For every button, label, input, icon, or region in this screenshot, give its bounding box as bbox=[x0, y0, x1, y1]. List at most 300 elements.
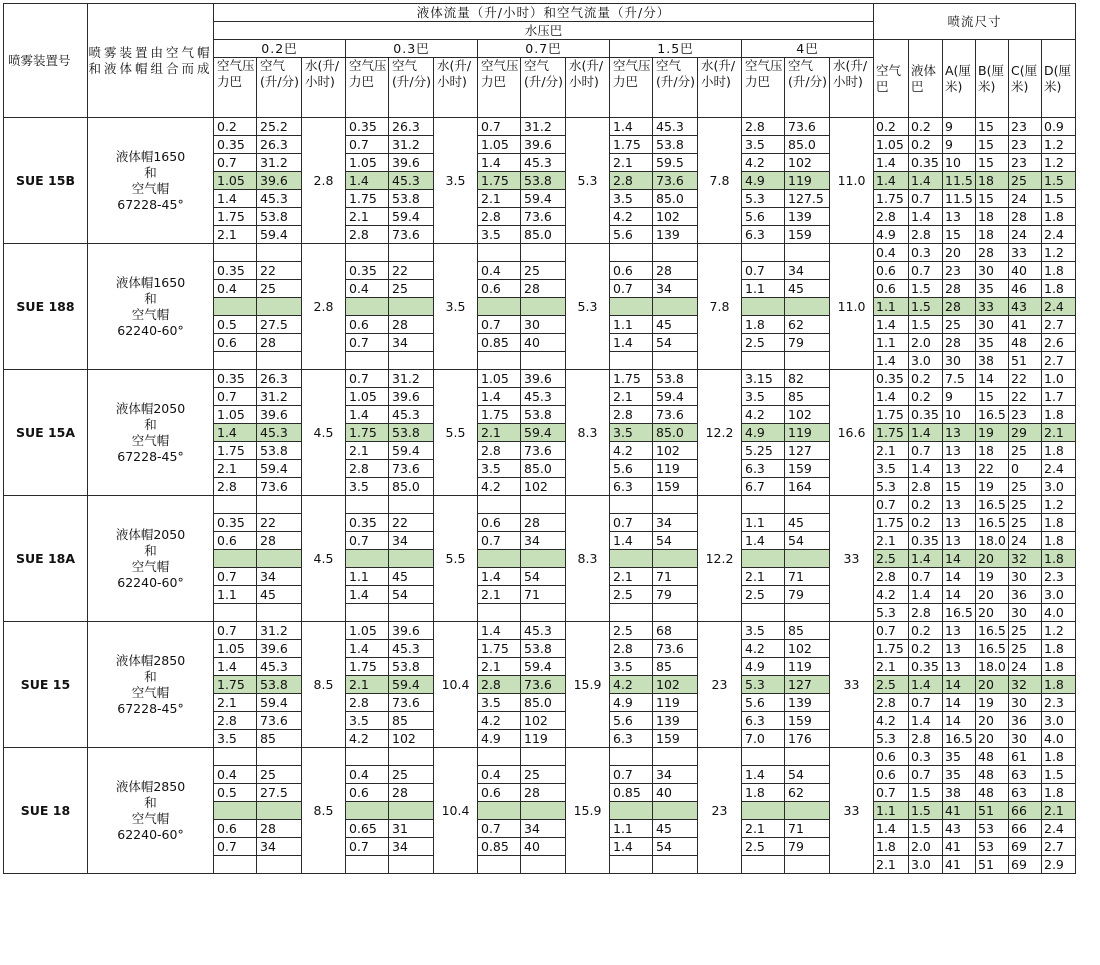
dim-col-header-4: C(厘米) bbox=[1009, 40, 1042, 118]
air-pressure-cell: 5.6 bbox=[610, 460, 653, 478]
water-flow-subheader: 水(升/小时) bbox=[434, 58, 478, 118]
air-pressure-cell: 0.6 bbox=[610, 262, 653, 280]
air-flow-cell: 85 bbox=[257, 730, 302, 748]
air-pressure-cell: 5.25 bbox=[742, 442, 785, 460]
dimension-cell: 53 bbox=[976, 838, 1009, 856]
dimension-cell: 13 bbox=[943, 208, 976, 226]
dimension-cell: 0.7 bbox=[909, 442, 943, 460]
dimension-cell: 1.7 bbox=[1042, 388, 1076, 406]
air-flow-cell: 53.8 bbox=[653, 136, 698, 154]
dimension-cell: 0.2 bbox=[909, 136, 943, 154]
air-flow-cell bbox=[521, 352, 566, 370]
air-flow-cell: 62 bbox=[785, 316, 830, 334]
dimension-cell: 2.8 bbox=[909, 478, 943, 496]
air-pressure-cell bbox=[346, 802, 389, 820]
dimension-cell: 0.35 bbox=[874, 370, 909, 388]
air-flow-cell: 79 bbox=[785, 838, 830, 856]
dimension-cell: 13 bbox=[943, 640, 976, 658]
dimension-cell: 33 bbox=[1009, 244, 1042, 262]
air-flow-cell: 28 bbox=[257, 820, 302, 838]
nozzle-model: SUE 188 bbox=[4, 244, 88, 370]
dimension-cell: 51 bbox=[976, 856, 1009, 874]
dimension-cell: 1.8 bbox=[1042, 658, 1076, 676]
air-flow-cell: 73.6 bbox=[257, 478, 302, 496]
dimension-cell: 2.7 bbox=[1042, 316, 1076, 334]
dimension-cell: 1.1 bbox=[874, 298, 909, 316]
air-flow-cell: 25 bbox=[389, 766, 434, 784]
dimension-cell: 20 bbox=[976, 550, 1009, 568]
air-flow-cell: 34 bbox=[389, 532, 434, 550]
air-flow-cell: 26.3 bbox=[257, 136, 302, 154]
dimension-cell: 23 bbox=[1009, 118, 1042, 136]
dimension-cell: 19 bbox=[976, 568, 1009, 586]
dimension-cell: 20 bbox=[976, 712, 1009, 730]
dimension-cell: 2.8 bbox=[874, 694, 909, 712]
nozzle-model: SUE 15 bbox=[4, 622, 88, 748]
air-pressure-cell: 2.8 bbox=[610, 406, 653, 424]
air-flow-cell bbox=[653, 856, 698, 874]
air-pressure-cell: 2.1 bbox=[742, 820, 785, 838]
air-pressure-cell: 0.4 bbox=[478, 766, 521, 784]
water-flow-value: 8.5 bbox=[302, 622, 346, 748]
air-flow-cell: 85 bbox=[653, 658, 698, 676]
air-pressure-cell: 0.7 bbox=[346, 370, 389, 388]
air-flow-cell bbox=[389, 550, 434, 568]
table-row bbox=[4, 748, 1076, 766]
dimension-cell: 69 bbox=[1009, 838, 1042, 856]
combination-header: 喷雾装置由空气帽和液体帽组合而成 bbox=[88, 4, 214, 118]
air-pressure-cell: 1.4 bbox=[610, 118, 653, 136]
air-pressure-cell: 0.7 bbox=[214, 154, 257, 172]
air-flow-cell: 85.0 bbox=[653, 190, 698, 208]
water-flow-value: 8.5 bbox=[302, 748, 346, 874]
air-pressure-cell bbox=[478, 550, 521, 568]
air-pressure-cell: 1.75 bbox=[346, 424, 389, 442]
air-pressure-cell: 0.7 bbox=[214, 622, 257, 640]
water-flow-value: 12.2 bbox=[698, 496, 742, 622]
air-pressure-cell: 2.1 bbox=[742, 568, 785, 586]
air-flow-cell bbox=[521, 856, 566, 874]
water-flow-value: 33 bbox=[830, 748, 874, 874]
air-flow-cell bbox=[653, 244, 698, 262]
air-flow-cell bbox=[257, 802, 302, 820]
water-flow-value: 3.5 bbox=[434, 118, 478, 244]
air-pressure-cell bbox=[610, 604, 653, 622]
air-flow-cell: 45.3 bbox=[257, 190, 302, 208]
air-flow-subheader: 空气(升/分) bbox=[389, 58, 434, 118]
air-flow-cell: 39.6 bbox=[389, 622, 434, 640]
cap-liquid-cap: 液体帽1650 bbox=[115, 274, 186, 290]
dimension-cell: 22 bbox=[1009, 388, 1042, 406]
dimension-cell: 38 bbox=[976, 352, 1009, 370]
dimension-cell: 1.5 bbox=[909, 802, 943, 820]
air-pressure-cell bbox=[610, 496, 653, 514]
air-flow-cell: 26.3 bbox=[389, 118, 434, 136]
air-flow-cell: 85.0 bbox=[521, 226, 566, 244]
air-flow-cell: 34 bbox=[653, 766, 698, 784]
dimension-cell: 1.1 bbox=[874, 334, 909, 352]
dimension-cell: 3.0 bbox=[909, 856, 943, 874]
air-flow-cell: 73.6 bbox=[389, 694, 434, 712]
air-flow-cell: 34 bbox=[653, 514, 698, 532]
dimension-cell: 1.4 bbox=[874, 388, 909, 406]
air-pressure-cell: 0.5 bbox=[214, 316, 257, 334]
dimension-cell: 1.75 bbox=[874, 424, 909, 442]
dimension-cell: 13 bbox=[943, 514, 976, 532]
air-pressure-cell: 0.7 bbox=[610, 514, 653, 532]
dimension-cell: 1.5 bbox=[1042, 766, 1076, 784]
dimension-cell: 0.2 bbox=[909, 496, 943, 514]
dimension-cell: 9 bbox=[943, 136, 976, 154]
air-flow-cell bbox=[653, 496, 698, 514]
air-pressure-cell: 2.5 bbox=[610, 586, 653, 604]
air-pressure-cell: 0.4 bbox=[478, 262, 521, 280]
cap-combination bbox=[88, 622, 214, 748]
dimension-cell: 18.0 bbox=[976, 532, 1009, 550]
dimension-cell: 66 bbox=[1009, 802, 1042, 820]
dimension-cell: 1.4 bbox=[909, 460, 943, 478]
dimension-cell: 0.35 bbox=[909, 154, 943, 172]
air-flow-cell bbox=[653, 550, 698, 568]
cap-air-cap: 空气帽 bbox=[131, 306, 170, 322]
air-pressure-cell: 0.4 bbox=[214, 766, 257, 784]
air-flow-cell: 54 bbox=[653, 838, 698, 856]
air-pressure-cell: 2.8 bbox=[346, 460, 389, 478]
air-pressure-cell: 1.05 bbox=[346, 154, 389, 172]
air-pressure-cell: 3.5 bbox=[478, 694, 521, 712]
dimension-cell: 18 bbox=[976, 442, 1009, 460]
air-flow-cell: 102 bbox=[653, 208, 698, 226]
air-flow-cell: 39.6 bbox=[521, 370, 566, 388]
air-flow-cell: 45.3 bbox=[521, 154, 566, 172]
dimension-cell: 2.5 bbox=[874, 550, 909, 568]
air-flow-cell bbox=[389, 496, 434, 514]
dimension-cell: 16.5 bbox=[976, 622, 1009, 640]
dimension-cell: 2.4 bbox=[1042, 226, 1076, 244]
air-pressure-subheader: 空气压力巴 bbox=[346, 58, 389, 118]
dimension-cell: 41 bbox=[943, 838, 976, 856]
dimension-cell: 24 bbox=[1009, 190, 1042, 208]
air-pressure-cell: 2.8 bbox=[346, 694, 389, 712]
air-flow-cell: 59.4 bbox=[653, 388, 698, 406]
dimension-cell: 2.8 bbox=[909, 730, 943, 748]
air-flow-cell bbox=[257, 496, 302, 514]
dimension-cell: 25 bbox=[1009, 478, 1042, 496]
air-flow-cell bbox=[785, 748, 830, 766]
dimension-cell: 1.8 bbox=[874, 838, 909, 856]
dimension-cell: 13 bbox=[943, 424, 976, 442]
dimension-cell: 48 bbox=[976, 766, 1009, 784]
dimension-cell: 16.5 bbox=[943, 730, 976, 748]
air-pressure-cell bbox=[214, 352, 257, 370]
air-flow-cell: 102 bbox=[389, 730, 434, 748]
dimension-cell: 20 bbox=[976, 604, 1009, 622]
dimension-cell: 32 bbox=[1009, 550, 1042, 568]
air-flow-cell bbox=[785, 352, 830, 370]
air-flow-cell: 59.4 bbox=[257, 226, 302, 244]
dimension-cell: 28 bbox=[976, 244, 1009, 262]
air-pressure-cell bbox=[478, 496, 521, 514]
air-pressure-cell: 2.8 bbox=[346, 226, 389, 244]
air-flow-cell: 45.3 bbox=[389, 640, 434, 658]
air-flow-cell: 73.6 bbox=[389, 460, 434, 478]
dimension-cell: 1.8 bbox=[1042, 676, 1076, 694]
dimension-cell: 13 bbox=[943, 658, 976, 676]
dimension-cell: 0.3 bbox=[909, 244, 943, 262]
dimension-cell: 0.35 bbox=[909, 658, 943, 676]
air-pressure-cell: 1.1 bbox=[214, 586, 257, 604]
air-pressure-cell: 2.1 bbox=[346, 208, 389, 226]
air-flow-cell: 26.3 bbox=[257, 370, 302, 388]
dim-col-header-3: B(厘米) bbox=[976, 40, 1009, 118]
water-flow-value: 33 bbox=[830, 496, 874, 622]
air-flow-cell: 45.3 bbox=[521, 388, 566, 406]
air-flow-cell: 53.8 bbox=[521, 172, 566, 190]
air-flow-cell: 127.5 bbox=[785, 190, 830, 208]
air-pressure-cell: 3.5 bbox=[742, 136, 785, 154]
cap-combination bbox=[88, 118, 214, 244]
air-pressure-cell: 1.4 bbox=[346, 172, 389, 190]
air-flow-cell bbox=[785, 550, 830, 568]
air-pressure-cell: 2.1 bbox=[214, 460, 257, 478]
air-flow-cell: 159 bbox=[653, 478, 698, 496]
air-flow-cell bbox=[521, 604, 566, 622]
dimension-cell: 20 bbox=[976, 586, 1009, 604]
air-pressure-cell: 2.1 bbox=[478, 586, 521, 604]
air-pressure-cell: 1.1 bbox=[610, 820, 653, 838]
dimension-cell: 19 bbox=[976, 694, 1009, 712]
dimension-cell: 30 bbox=[1009, 730, 1042, 748]
air-pressure-cell: 4.2 bbox=[610, 676, 653, 694]
cap-air-cap_code: 62240-60° bbox=[117, 826, 184, 842]
dimension-cell: 16.5 bbox=[943, 604, 976, 622]
air-flow-cell: 25 bbox=[521, 766, 566, 784]
air-flow-cell: 40 bbox=[653, 784, 698, 802]
dimension-cell: 0.2 bbox=[909, 388, 943, 406]
air-pressure-cell: 0.7 bbox=[346, 334, 389, 352]
air-flow-cell bbox=[389, 748, 434, 766]
dimension-cell: 16.5 bbox=[976, 496, 1009, 514]
dimension-cell: 5.3 bbox=[874, 604, 909, 622]
air-flow-cell: 53.8 bbox=[257, 442, 302, 460]
air-flow-cell: 27.5 bbox=[257, 316, 302, 334]
pressure-header-1: 0.3巴 bbox=[346, 40, 478, 58]
dimension-cell: 16.5 bbox=[976, 514, 1009, 532]
air-flow-cell bbox=[257, 244, 302, 262]
dimension-cell: 51 bbox=[976, 802, 1009, 820]
air-flow-cell: 102 bbox=[785, 406, 830, 424]
pressure-header-0: 0.2巴 bbox=[214, 40, 346, 58]
air-flow-cell bbox=[389, 856, 434, 874]
air-pressure-cell: 4.2 bbox=[742, 154, 785, 172]
air-flow-cell: 164 bbox=[785, 478, 830, 496]
air-pressure-cell: 0.2 bbox=[214, 118, 257, 136]
air-flow-cell bbox=[389, 244, 434, 262]
air-pressure-cell bbox=[610, 298, 653, 316]
air-flow-cell: 127 bbox=[785, 676, 830, 694]
pressure-header-3: 1.5巴 bbox=[610, 40, 742, 58]
air-flow-cell bbox=[257, 856, 302, 874]
air-pressure-cell: 3.5 bbox=[610, 190, 653, 208]
dimension-cell: 0.7 bbox=[909, 694, 943, 712]
air-flow-cell: 45 bbox=[785, 280, 830, 298]
air-pressure-cell: 2.1 bbox=[610, 568, 653, 586]
nozzle-model: SUE 15B bbox=[4, 118, 88, 244]
air-pressure-cell: 0.7 bbox=[610, 280, 653, 298]
air-pressure-cell bbox=[346, 244, 389, 262]
air-pressure-cell: 1.75 bbox=[346, 658, 389, 676]
dimension-cell: 1.5 bbox=[909, 820, 943, 838]
air-flow-cell: 85.0 bbox=[653, 424, 698, 442]
dimension-cell: 18 bbox=[976, 226, 1009, 244]
air-pressure-cell bbox=[742, 802, 785, 820]
table-row bbox=[4, 370, 1076, 388]
air-flow-cell bbox=[785, 244, 830, 262]
air-flow-cell: 28 bbox=[521, 280, 566, 298]
air-flow-cell: 54 bbox=[653, 532, 698, 550]
dimension-cell: 1.1 bbox=[874, 802, 909, 820]
air-pressure-cell: 0.7 bbox=[742, 262, 785, 280]
air-pressure-cell: 6.3 bbox=[742, 712, 785, 730]
cap-air-cap_code: 62240-60° bbox=[117, 574, 184, 590]
dimension-cell: 2.3 bbox=[1042, 694, 1076, 712]
water-flow-value: 5.5 bbox=[434, 370, 478, 496]
water-flow-value: 10.4 bbox=[434, 748, 478, 874]
water-flow-value: 15.9 bbox=[566, 622, 610, 748]
air-flow-cell: 68 bbox=[653, 622, 698, 640]
air-flow-cell bbox=[521, 496, 566, 514]
dimension-cell: 5.3 bbox=[874, 730, 909, 748]
air-flow-cell: 25 bbox=[521, 262, 566, 280]
dimension-cell: 1.5 bbox=[909, 784, 943, 802]
dimension-cell: 0.2 bbox=[909, 622, 943, 640]
air-pressure-cell: 1.05 bbox=[346, 388, 389, 406]
air-pressure-cell: 0.35 bbox=[346, 514, 389, 532]
dimension-cell: 0.4 bbox=[874, 244, 909, 262]
water-flow-value: 10.4 bbox=[434, 622, 478, 748]
dimension-cell: 53 bbox=[976, 820, 1009, 838]
air-flow-cell: 73.6 bbox=[521, 442, 566, 460]
dimension-cell: 5.3 bbox=[874, 478, 909, 496]
air-flow-cell: 25 bbox=[257, 280, 302, 298]
air-flow-cell: 85 bbox=[785, 622, 830, 640]
dimension-cell: 7.5 bbox=[943, 370, 976, 388]
air-flow-cell: 82 bbox=[785, 370, 830, 388]
dimension-cell: 9 bbox=[943, 388, 976, 406]
air-flow-cell: 102 bbox=[653, 676, 698, 694]
air-pressure-cell: 0.35 bbox=[214, 514, 257, 532]
air-pressure-cell: 1.4 bbox=[214, 658, 257, 676]
air-flow-cell: 85.0 bbox=[521, 460, 566, 478]
dimension-cell: 0.7 bbox=[909, 568, 943, 586]
dimension-cell: 19 bbox=[976, 478, 1009, 496]
dimension-cell: 36 bbox=[1009, 586, 1042, 604]
cap-air-cap: 空气帽 bbox=[131, 180, 170, 196]
air-pressure-cell: 1.4 bbox=[346, 640, 389, 658]
nozzle-model: SUE 18A bbox=[4, 496, 88, 622]
air-flow-cell: 79 bbox=[785, 334, 830, 352]
dim-col-header-5: D(厘米) bbox=[1042, 40, 1076, 118]
air-flow-cell: 22 bbox=[257, 262, 302, 280]
air-pressure-cell: 0.85 bbox=[478, 838, 521, 856]
dimension-cell: 23 bbox=[1009, 136, 1042, 154]
dimension-cell: 4.2 bbox=[874, 586, 909, 604]
air-flow-cell: 28 bbox=[257, 532, 302, 550]
air-flow-cell: 25.2 bbox=[257, 118, 302, 136]
dimension-cell: 1.4 bbox=[909, 208, 943, 226]
air-flow-cell: 71 bbox=[785, 568, 830, 586]
dimension-cell: 43 bbox=[1009, 298, 1042, 316]
air-pressure-cell bbox=[346, 496, 389, 514]
dimension-cell: 2.9 bbox=[1042, 856, 1076, 874]
air-pressure-cell: 2.1 bbox=[346, 676, 389, 694]
air-pressure-cell: 1.4 bbox=[742, 532, 785, 550]
air-pressure-cell: 2.1 bbox=[478, 658, 521, 676]
dimension-cell: 0.9 bbox=[1042, 118, 1076, 136]
dimension-cell: 14 bbox=[943, 694, 976, 712]
dimension-cell: 0.7 bbox=[909, 262, 943, 280]
air-flow-cell: 45.3 bbox=[521, 622, 566, 640]
air-flow-cell: 59.4 bbox=[521, 190, 566, 208]
air-pressure-subheader: 空气压力巴 bbox=[742, 58, 785, 118]
dimension-cell: 25 bbox=[1009, 514, 1042, 532]
air-pressure-cell: 0.7 bbox=[346, 136, 389, 154]
dimension-cell: 1.5 bbox=[909, 316, 943, 334]
air-pressure-cell: 1.4 bbox=[346, 406, 389, 424]
dimension-cell: 28 bbox=[943, 334, 976, 352]
dimension-cell: 25 bbox=[1009, 622, 1042, 640]
air-flow-cell: 59.5 bbox=[653, 154, 698, 172]
air-pressure-cell: 1.4 bbox=[610, 838, 653, 856]
air-pressure-cell: 2.8 bbox=[478, 676, 521, 694]
air-flow-cell: 73.6 bbox=[653, 640, 698, 658]
air-pressure-cell: 0.7 bbox=[346, 532, 389, 550]
air-pressure-cell: 4.9 bbox=[478, 730, 521, 748]
air-flow-cell: 45 bbox=[785, 514, 830, 532]
water-flow-value: 2.8 bbox=[302, 118, 346, 244]
air-pressure-cell: 1.4 bbox=[478, 568, 521, 586]
dimension-cell: 2.3 bbox=[1042, 568, 1076, 586]
air-pressure-cell: 3.5 bbox=[742, 388, 785, 406]
air-pressure-cell: 4.2 bbox=[742, 406, 785, 424]
dimension-cell: 30 bbox=[976, 316, 1009, 334]
air-flow-cell: 39.6 bbox=[389, 154, 434, 172]
dimension-cell: 1.2 bbox=[1042, 496, 1076, 514]
dimension-cell: 25 bbox=[1009, 496, 1042, 514]
dimension-cell: 10 bbox=[943, 154, 976, 172]
dimension-cell: 1.4 bbox=[909, 712, 943, 730]
air-flow-cell: 119 bbox=[653, 694, 698, 712]
nozzle-spec-table bbox=[3, 3, 1076, 874]
dimension-cell: 3.0 bbox=[1042, 712, 1076, 730]
water-flow-subheader: 水(升/小时) bbox=[698, 58, 742, 118]
air-flow-cell: 59.4 bbox=[521, 658, 566, 676]
air-pressure-cell: 0.6 bbox=[478, 514, 521, 532]
dimension-cell: 30 bbox=[1009, 604, 1042, 622]
air-pressure-cell: 1.8 bbox=[742, 784, 785, 802]
dimension-cell: 1.75 bbox=[874, 190, 909, 208]
air-pressure-subheader: 空气压力巴 bbox=[610, 58, 653, 118]
cap-and: 和 bbox=[144, 668, 157, 684]
dimension-cell: 14 bbox=[943, 568, 976, 586]
air-flow-cell: 85.0 bbox=[389, 478, 434, 496]
dimension-cell: 0.7 bbox=[874, 784, 909, 802]
air-flow-cell: 85 bbox=[389, 712, 434, 730]
dimension-cell: 22 bbox=[1009, 370, 1042, 388]
cap-and: 和 bbox=[144, 542, 157, 558]
dimension-cell: 43 bbox=[943, 820, 976, 838]
air-flow-cell bbox=[389, 352, 434, 370]
